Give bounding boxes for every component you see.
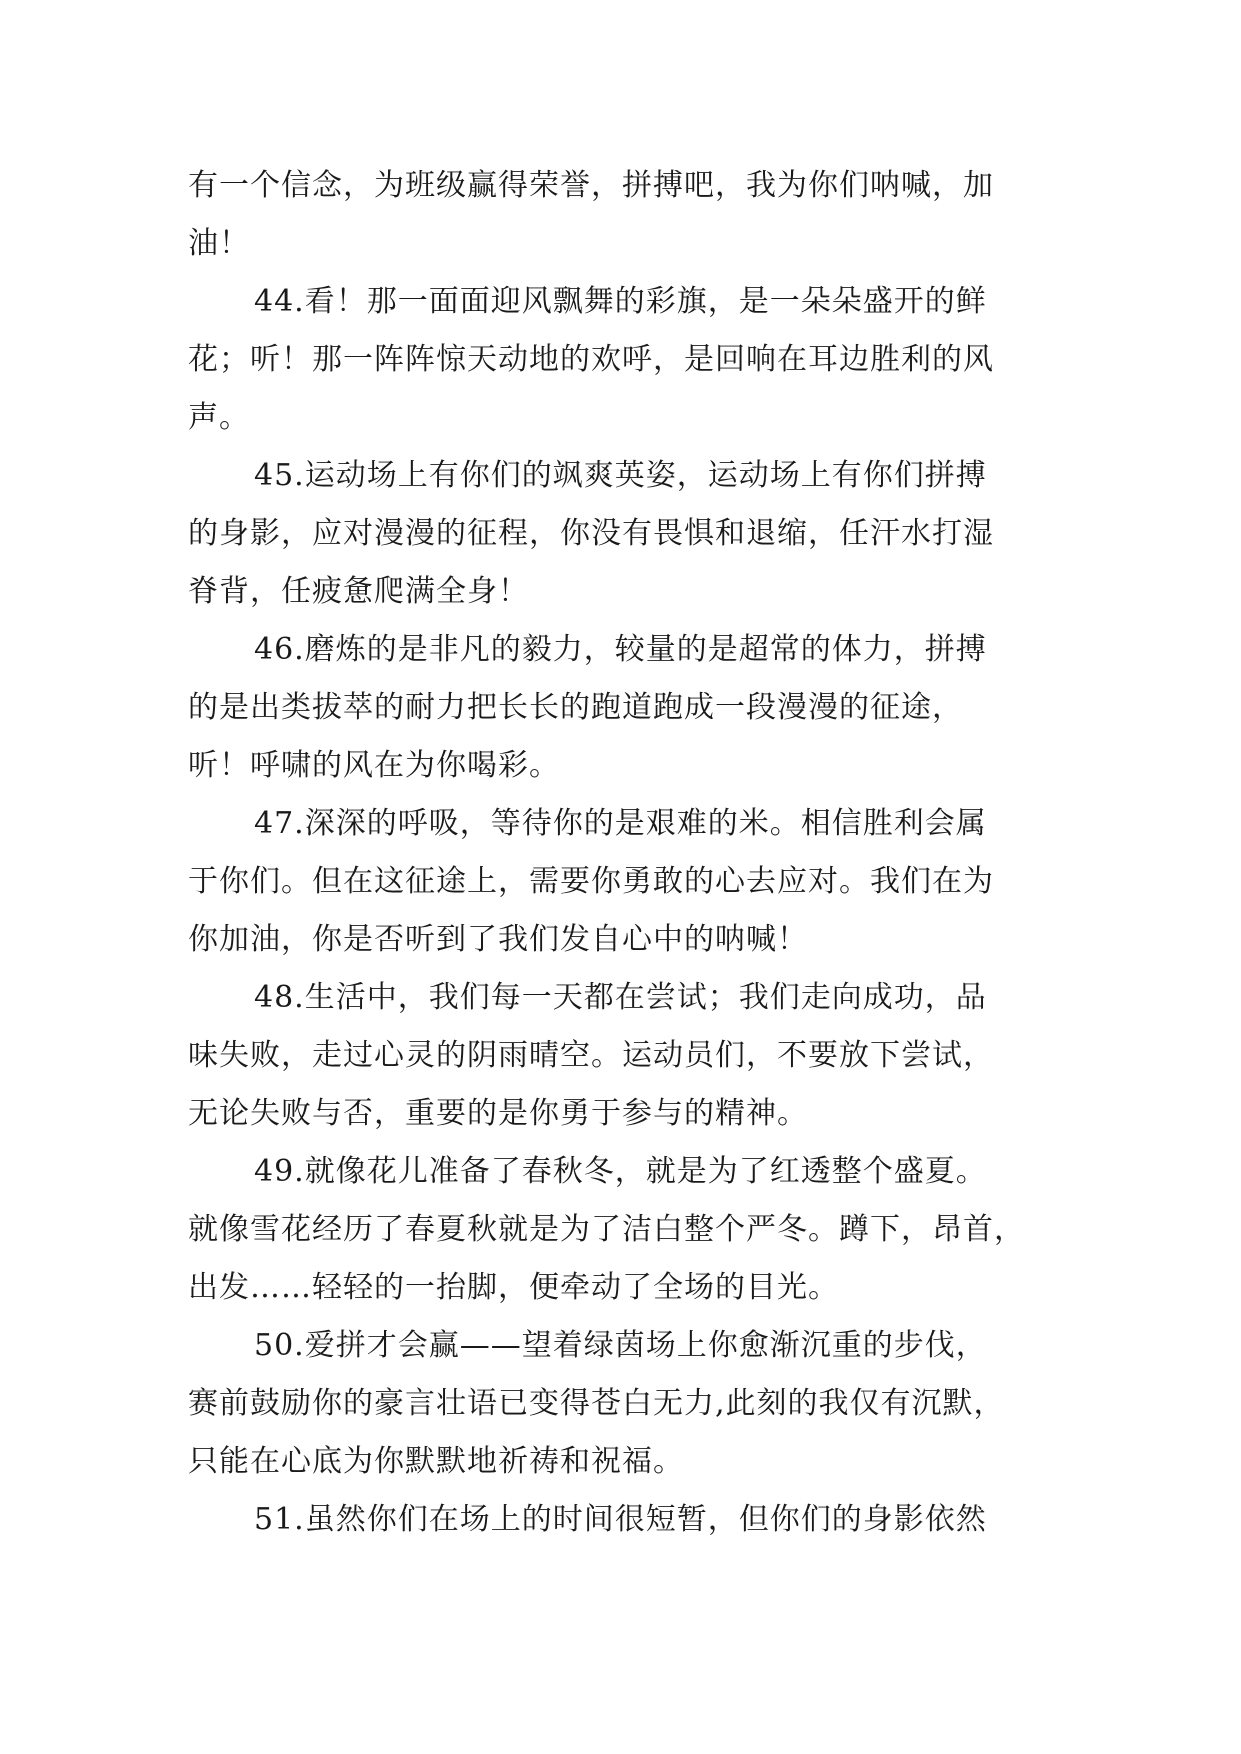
text-line: 就像雪花经历了春夏秋就是为了洁白整个严冬。蹲下，昂首， [188,1212,1025,1247]
text-line: 听！呼啸的风在为你喝彩。 [188,748,560,783]
text-line: 于你们。但在这征途上，需要你勇敢的心去应对。我们在为 [188,864,994,899]
paragraph-45-start: 45.运动场上有你们的飒爽英姿，运动场上有你们拼搏 [254,458,987,493]
text-line: 无论失败与否，重要的是你勇于参与的精神。 [188,1096,808,1131]
text-line: 的身影，应对漫漫的征程，你没有畏惧和退缩，任汗水打湿 [188,516,994,551]
text-line: 声。 [188,400,250,435]
text-line: 出发……轻轻的一抬脚，便牵动了全场的目光。 [188,1270,839,1305]
text-line: 你加油，你是否听到了我们发自心中的呐喊！ [188,922,808,957]
paragraph-51-start: 51.虽然你们在场上的时间很短暂，但你们的身影依然 [254,1502,987,1537]
paragraph-44-start: 44.看！那一面面迎风飘舞的彩旗，是一朵朵盛开的鲜 [254,284,987,319]
paragraph-46-start: 46.磨炼的是非凡的毅力，较量的是超常的体力，拼搏 [254,632,987,667]
paragraph-48-start: 48.生活中，我们每一天都在尝试；我们走向成功，品 [254,980,987,1015]
text-line: 花；听！那一阵阵惊天动地的欢呼，是回响在耳边胜利的风 [188,342,994,377]
text-line: 油！ [188,226,250,261]
paragraph-50-start: 50.爱拼才会赢——望着绿茵场上你愈渐沉重的步伐， [254,1328,987,1363]
paragraph-47-start: 47.深深的呼吸，等待你的是艰难的米。相信胜利会属 [254,806,987,841]
text-line: 有一个信念，为班级赢得荣誉，拼搏吧，我为你们呐喊，加 [188,168,994,203]
text-line: 味失败，走过心灵的阴雨晴空。运动员们，不要放下尝试， [188,1038,994,1073]
text-line: 只能在心底为你默默地祈祷和祝福。 [188,1444,684,1479]
text-line: 赛前鼓励你的豪言壮语已变得苍白无力,此刻的我仅有沉默， [188,1386,1005,1421]
text-line: 的是出类拔萃的耐力把长长的跑道跑成一段漫漫的征途， [188,690,963,725]
text-line: 脊背，任疲惫爬满全身！ [188,574,529,609]
paragraph-49-start: 49.就像花儿准备了春秋冬，就是为了红透整个盛夏。 [254,1154,987,1189]
